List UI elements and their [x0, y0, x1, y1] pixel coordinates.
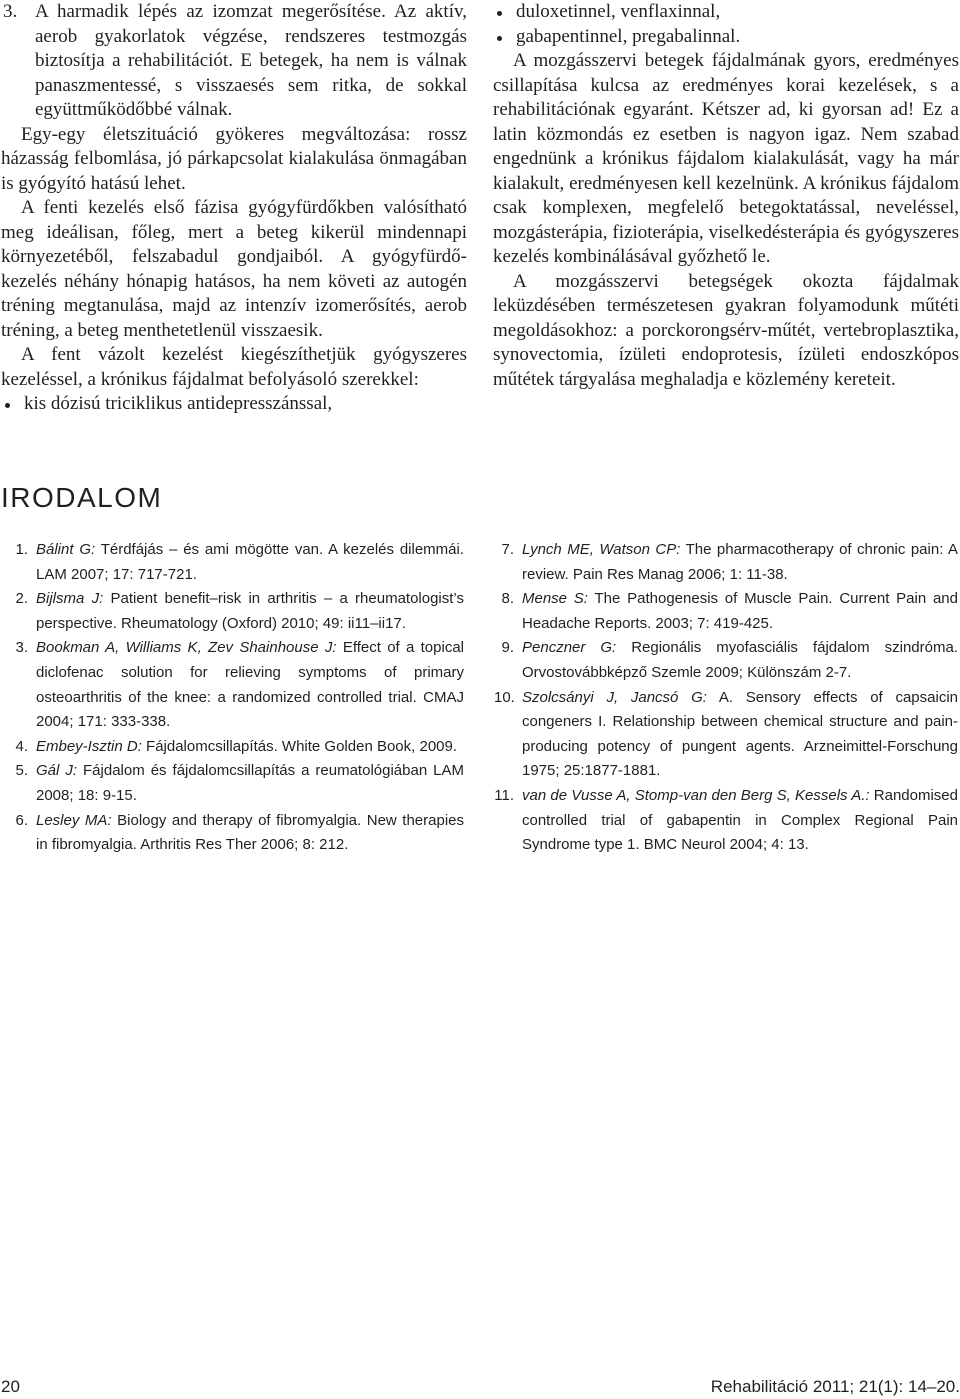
reference-item: 3. Bookman A, Williams K, Zev Shainhouse J: Effect of a topical diclofenac solution for relieving symptoms of primary osteoarthritis of the knee: a randomized controlled trial. CMAJ 2004; 171: 333-338.: [15, 639, 464, 731]
reference-author: Bálint G:: [36, 541, 96, 558]
reference-item: 9. Penczner G: Regionális myofasciális fájdalom szindróma. Orvostovábbképző Szemle 2009; Különszám 2-7.: [501, 639, 958, 681]
reference-item: 4. Embey-Isztin D: Fájdalomcsillapítás. White Golden Book, 2009.: [15, 737, 458, 755]
reference-author: Embey-Isztin D:: [36, 737, 142, 755]
reference-author: Bookman A, Williams K, Zev Shainhouse J:: [36, 639, 337, 657]
page-number: 20: [1, 1377, 20, 1396]
reference-author: Mense S:: [522, 590, 588, 608]
reference-author: Gál J:: [36, 762, 78, 780]
left-text-column: [1, 0, 467, 417]
step-number: 3.: [3, 1, 18, 22]
reference-item: 5. Gál J: Fájdalom és fájdalomcsillapítás a reumatológiában LAM 2008; 18: 9-15.: [15, 762, 464, 804]
reference-item: 10. Szolcsányi J, Jancsó G: A. Sensory effects of capsaicin congeners I. Relationship between chemical structure and pain-producing potency of pungent agents. Arzneimittel-Forschung 1975; 25:1877-1881.: [494, 688, 958, 780]
reference-item: 11. van de Vusse A, Stomp-van den Berg S, Kessels A.: Randomised controlled trial of gabapentin in Complex Regional Pain Syndrome type 1. BMC Neurol 2004; 4: 13.: [494, 786, 958, 854]
numbered-step-3: [1, 0, 467, 123]
bullet-icon: [5, 403, 10, 408]
reference-item: 7. Lynch ME, Watson CP: The pharmacotherapy of chronic pain: A review. Pain Res Manag 2006; 1: 11-38.: [501, 541, 959, 583]
bullet-icon: [497, 11, 502, 16]
paragraph: A mozgásszervi betegségek okozta fájdalmak leküzdésében természetesen gyakran folyamodunk műtéti megoldásokhoz: a porckorongsérv-műtét, vertebroplasztika, synovectomia, ízületi endoprotesis, ízületi endoszkópos műtétek tárgyalása meghaladja e közlemény kereteit.: [493, 270, 959, 390]
medication-list-continued: [493, 0, 959, 49]
references-heading: IRODALOM: [1, 482, 163, 513]
reference-item: 6. Lesley MA: Biology and therapy of fibromyalgia. New therapies in fibromyalgia. Arthritis Res Ther 2006; 8: 212.: [15, 811, 464, 854]
right-text-column: [493, 0, 959, 392]
reference-item: 1. Bálint G: Térdfájás – és ami mögötte van. A kezelés dilemmái. LAM 2007; 17: 717-721.: [15, 541, 464, 583]
list-item: kis dózisú triciklikus antidepresszánssal,: [1, 392, 467, 417]
list-item: gabapentinnel, pregabalinnal.: [493, 25, 959, 50]
bullet-icon: [497, 36, 502, 41]
references-list-left: [0, 538, 464, 858]
medication-list: [1, 392, 467, 417]
journal-citation: Rehabilitáció 2011; 21(1): 14–20.: [710, 1377, 960, 1396]
list-item: duloxetinnel, venflaxinnal,: [493, 0, 959, 25]
references-list-right: [494, 538, 958, 858]
reference-author: Lesley MA:: [36, 811, 112, 829]
reference-item: 2. Bijlsma J: Patient benefit–risk in arthritis – a rheumatologist’s perspective. Rheumatology (Oxford) 2010; 49: ii11–ii17.: [15, 590, 464, 632]
reference-author: van de Vusse A, Stomp-van den Berg S, Kessels A.:: [522, 786, 870, 804]
paragraph: A fenti kezelés első fázisa gyógyfürdőkben valósítható meg ideálisan, főleg, mert a beteg kikerül mindennapi környezetéből, felszabadul gondjaiból. A gyógyfürdő-kezelés néhány hónapig hatásos, ha nem követi az autogén tréning megtanulása, majd az intenzív izomerősítés, aerob tréning, a beteg menthetetlenül visszaesik.: [1, 197, 467, 341]
paragraph: A fent vázolt kezelést kiegészíthetjük gyógyszeres kezeléssel, a krónikus fájdalmat befolyásoló szerekkel:: [1, 344, 467, 390]
reference-author: Szolcsányi J, Jancsó G:: [522, 688, 707, 706]
step-text: A harmadik lépés az izomzat megerősítése. Az aktív, aerob gyakorlatok végzése, rendszeres testmozgás biztosítja a rehabilitációt. E betegek, ha nem is válnak panaszmentessé, s visszaesés sem ritka, de sokkal együttműködőbbé válnak.: [35, 1, 467, 120]
reference-item: 8. Mense S: The Pathogenesis of Muscle Pain. Current Pain and Headache Reports. 2003; 7: 419-425.: [501, 590, 958, 632]
paragraph: A mozgásszervi betegek fájdalmának gyors, eredményes csillapítása kulcsa az eredményes korai kezelések, s a rehabilitációnak egyaránt. Kétszer ad, ki gyorsan ad! Ez a latin közmondás ez esetben is nagyon igaz. Nem szabad engednünk a krónikus fájdalom kialakulását, vagy ha már kialakult, eredményesen kell kezelnünk. A krónikus fájdalom csak komplexen, megfelelő betegoktatással, neveléssel, mozgásterápia, fizioterápia, viselkedésterápia és gyógyszeres kezelés kombinálásával győzhető le.: [493, 50, 959, 267]
paragraph: Egy-egy életszituáció gyökeres megváltozása: rossz házasság felbomlása, jó párkapcsolat kialakulása önmagában is gyógyító hatású lehet.: [1, 123, 467, 194]
reference-author: Lynch ME, Watson CP:: [522, 541, 681, 558]
reference-author: Bijlsma J:: [36, 590, 104, 608]
reference-author: Penczner G:: [522, 639, 617, 657]
